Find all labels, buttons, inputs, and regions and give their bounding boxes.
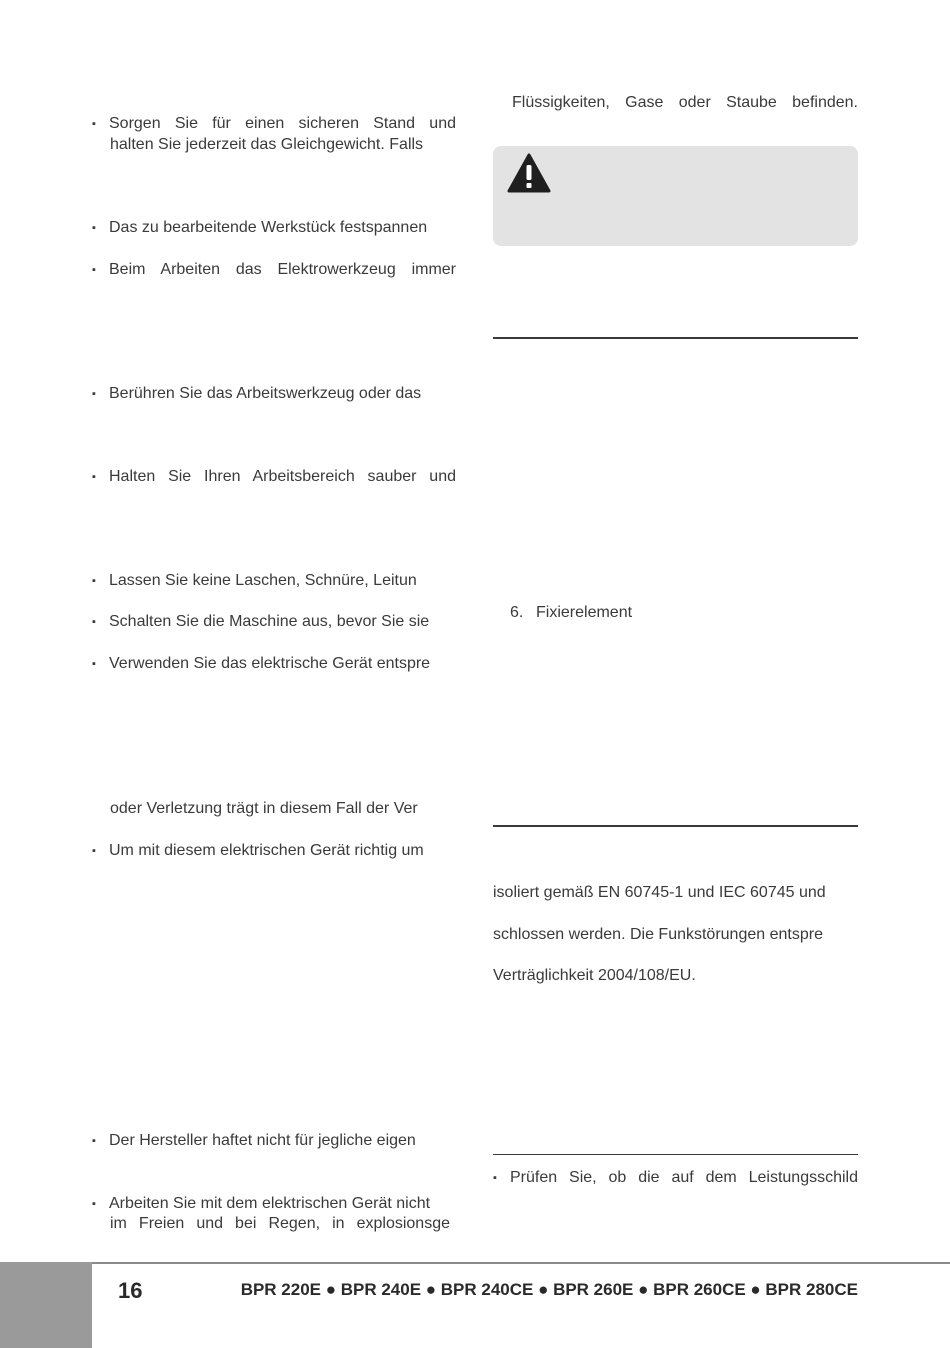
warning-triangle-icon xyxy=(507,153,551,193)
continuation-line: Flüssigkeiten, Gase oder Staube befinden. xyxy=(512,94,858,111)
footer-rule xyxy=(92,1262,950,1264)
bullet-marker: ▪ xyxy=(92,1135,96,1147)
bullet-text-line: Der Hersteller haftet nicht für jegliche eigen xyxy=(109,1132,416,1149)
bullet-text-line: Berühren Sie das Arbeitswerkzeug oder das xyxy=(109,385,422,402)
bullet-marker: ▪ xyxy=(493,1172,497,1184)
continuation-line: oder Verletzung trägt in diesem Fall der Ver xyxy=(110,800,418,817)
page-number: 16 xyxy=(118,1278,143,1303)
bullet-marker: ▪ xyxy=(92,118,96,130)
bullet-text-line: Das zu bearbeitende Werkstück festspannen xyxy=(109,219,428,236)
bullet-marker: ▪ xyxy=(92,575,96,587)
bullet-text-line: Prüfen Sie, ob die auf dem Leistungsschild xyxy=(510,1169,858,1186)
paragraph-line: Verträglichkeit 2004/108/EU. xyxy=(493,967,696,984)
bullet-marker: ▪ xyxy=(92,471,96,483)
bullet-marker: ▪ xyxy=(92,222,96,234)
paragraph-line: isoliert gemäß EN 60745-1 und IEC 60745 und xyxy=(493,884,826,901)
section-rule xyxy=(493,337,858,339)
numbered-item-number: 6. xyxy=(510,604,524,621)
bullet-text-line: Verwenden Sie das elektrische Gerät entspre xyxy=(109,655,431,672)
numbered-item-label: Fixierelement xyxy=(536,604,633,621)
bullet-marker: ▪ xyxy=(92,1198,96,1210)
bullet-text-line: Beim Arbeiten das Elektrowerkzeug immer xyxy=(109,261,456,278)
section-rule xyxy=(493,825,858,827)
bullet-text-line: Lassen Sie keine Laschen, Schnüre, Leitun xyxy=(109,572,417,589)
bullet-marker: ▪ xyxy=(92,658,96,670)
bullet-marker: ▪ xyxy=(92,845,96,857)
section-rule xyxy=(493,1154,858,1155)
bullet-text-line: Schalten Sie die Maschine aus, bevor Sie sie xyxy=(109,613,430,630)
bullet-text-line: Sorgen Sie für einen sicheren Stand und xyxy=(109,115,456,132)
bullet-text-line: im Freien und bei Regen, in explosionsge xyxy=(110,1215,450,1232)
bullet-text-line: Halten Sie Ihren Arbeitsbereich sauber und xyxy=(109,468,456,485)
bullet-text-line: Um mit diesem elektrischen Gerät richtig um xyxy=(109,842,424,859)
footer-tab xyxy=(0,1262,92,1348)
bullet-text-line: halten Sie jederzeit das Gleichgewicht. Falls xyxy=(110,136,424,153)
bullet-text-line: Arbeiten Sie mit dem elektrischen Gerät nicht xyxy=(109,1195,431,1212)
paragraph-line: schlossen werden. Die Funkstörungen entspre xyxy=(493,926,823,943)
bullet-marker: ▪ xyxy=(92,616,96,628)
warning-box xyxy=(493,146,858,246)
bullet-marker: ▪ xyxy=(92,264,96,276)
model-list: BPR 220E ● BPR 240E ● BPR 240CE ● BPR 260E ● BPR 260CE ● BPR 280CE xyxy=(240,1280,858,1299)
bullet-marker: ▪ xyxy=(92,388,96,400)
